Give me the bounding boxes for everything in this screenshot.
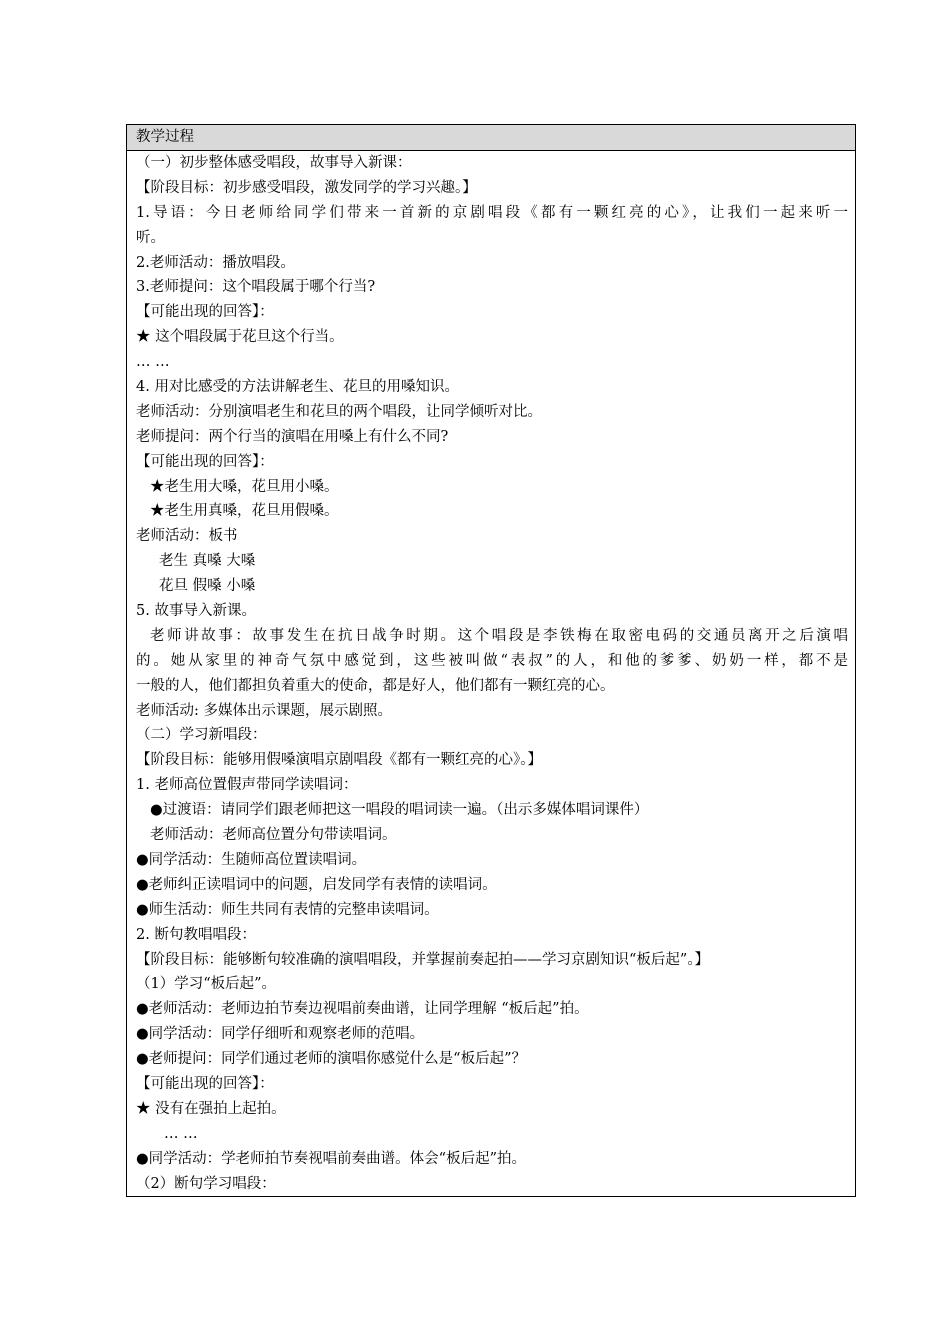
bullet-line: ●老师活动：老师边拍节奏边视唱前奏曲谱，让同学理解 “板后起”拍。	[136, 1001, 589, 1018]
bullet-line: ●师生活动：师生共同有表情的完整串读唱词。	[136, 901, 439, 918]
ellipsis-line: … …	[164, 1125, 198, 1142]
paragraph-line: 老师活动：分别演唱老生和花旦的两个唱段，让同学倾听对比。	[136, 403, 542, 420]
sub-heading: （1）学习“板后起”。	[136, 976, 277, 993]
paragraph-line: 老师活动：板书	[136, 528, 238, 545]
paragraph-line: 3.老师提问：这个唱段属于哪个行当?	[136, 279, 376, 296]
section-heading: （二）学习新唱段：	[136, 727, 267, 744]
story-line: 一般的人，他们都担负着重大的使命，都是好人，他们都有一颗红亮的心。	[136, 677, 615, 694]
answer-line: ★老生用真嗓，花旦用假嗓。	[150, 503, 339, 520]
paragraph-line: 听。	[136, 229, 165, 246]
story-line: 的。她从家里的神奇气氛中感觉到，这些被叫做“表叔”的人，和他的爹爹、奶奶一样，都不是	[136, 652, 848, 669]
paragraph-line: 老师活动：老师高位置分句带读唱词。	[150, 827, 397, 844]
possible-answer-heading: 【可能出现的回答】：	[136, 453, 274, 470]
blackboard-line: 花旦 假嗓 小嗓	[159, 578, 256, 595]
stage-goal: 【阶段目标：初步感受唱段，激发同学的学习兴趣。】	[136, 179, 477, 196]
section-heading: （一）初步整体感受唱段，故事导入新课：	[136, 155, 412, 171]
possible-answer-heading: 【可能出现的回答】：	[136, 304, 274, 321]
ellipsis-line: … …	[136, 354, 170, 371]
paragraph-line: 2.老师活动：播放唱段。	[136, 254, 295, 271]
bullet-line: ●老师提问：同学们通过老师的演唱你感觉什么是“板后起”？	[136, 1051, 526, 1068]
paragraph-line: 老师活动: 多媒体出示课题，展示剧照。	[136, 702, 392, 719]
story-line: 老师讲故事：故事发生在抗日战争时期。这个唱段是李铁梅在取密电码的交通员离开之后演唱	[150, 627, 848, 644]
answer-line: ★老生用大嗓，花旦用小嗓。	[150, 478, 339, 495]
table-body	[127, 151, 855, 1196]
paragraph-line: 5. 故事导入新课。	[136, 603, 256, 620]
paragraph-line: 2. 断句教唱唱段：	[136, 926, 256, 943]
stage-goal: 【阶段目标：能够用假嗓演唱京剧唱段《都有一颗红亮的心》。】	[136, 752, 542, 769]
paragraph-line: 老师提问：两个行当的演唱在用嗓上有什么不同?	[136, 428, 449, 445]
table-header-title: 教学过程	[136, 129, 194, 145]
blackboard-line: 老生 真嗓 大嗓	[159, 553, 256, 570]
bullet-line: ●同学活动：学老师拍节奏视唱前奏曲谱。体会“板后起”拍。	[136, 1150, 526, 1167]
answer-line: ★ 没有在强拍上起拍。	[136, 1100, 286, 1117]
paragraph-line: 4. 用对比感受的方法讲解老生、花旦的用嗓知识。	[136, 379, 459, 396]
bullet-line: ●老师纠正读唱词中的问题，启发同学有表情的读唱词。	[136, 876, 497, 893]
sub-heading: （2）断句学习唱段：	[136, 1175, 276, 1192]
bullet-line: ●过渡语：请同学们跟老师把这一唱段的唱词读一遍。（出示多媒体唱词课件）	[150, 802, 649, 819]
table-header	[127, 125, 855, 151]
paragraph-line: 1.导语：今日老师给同学们带来一首新的京剧唱段《都有一颗红亮的心》，让我们一起来听一	[136, 204, 848, 221]
stage-goal: 【阶段目标：能够断句较准确的演唱唱段，并掌握前奏起拍——学习京剧知识“板后起”。】	[136, 951, 710, 968]
answer-line: ★ 这个唱段属于花旦这个行当。	[136, 329, 344, 346]
teaching-process-table	[126, 124, 856, 1197]
paragraph-line: 1. 老师高位置假声带同学读唱词：	[136, 777, 358, 794]
possible-answer-heading: 【可能出现的回答】：	[136, 1075, 274, 1092]
bullet-line: ●同学活动：同学仔细听和观察老师的范唱。	[136, 1026, 425, 1043]
bullet-line: ●同学活动：生随师高位置读唱词。	[136, 851, 367, 868]
